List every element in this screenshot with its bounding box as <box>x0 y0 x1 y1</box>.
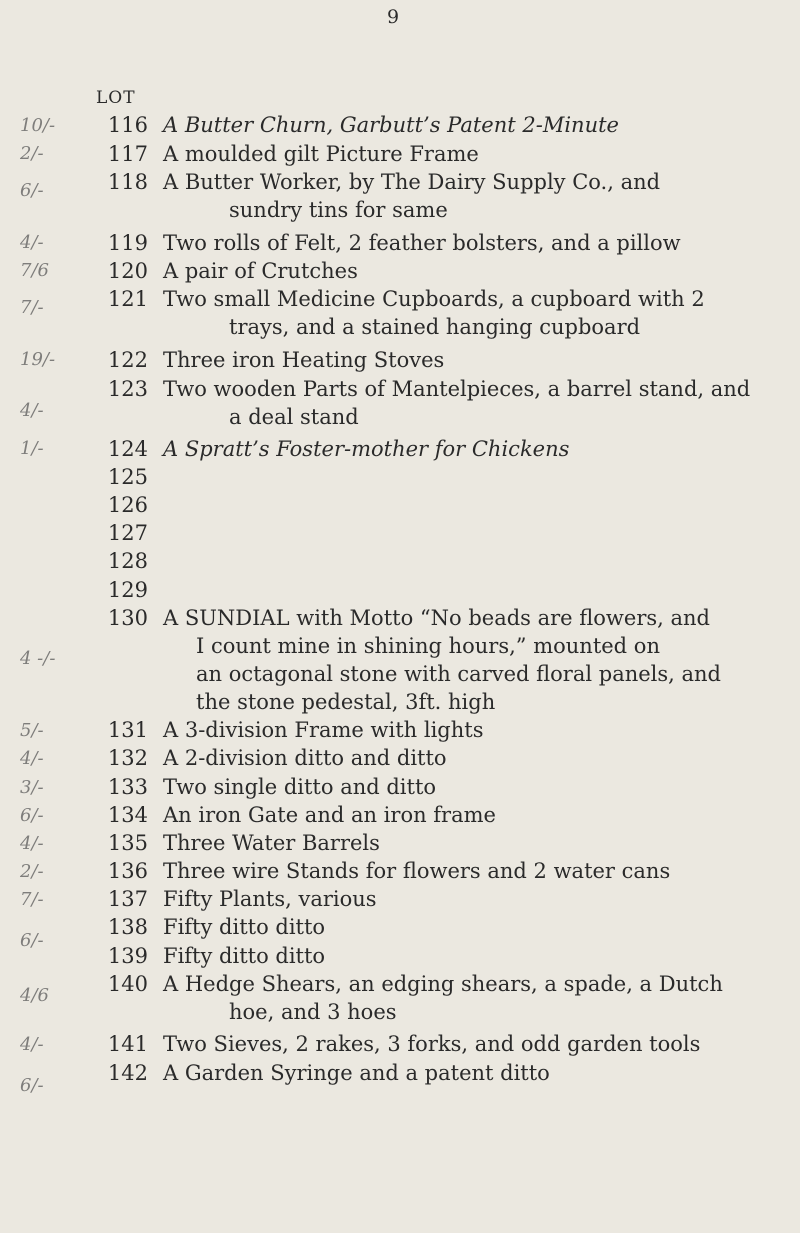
lot-description: A moulded gilt Picture Frame <box>163 142 479 166</box>
lot-number: 140 <box>107 972 148 996</box>
lot-description: Three iron Heating Stoves <box>163 348 445 372</box>
pencil-price-note: 2/- <box>20 861 44 882</box>
lot-description: A pair of Crutches <box>163 259 358 283</box>
lot-number: 123 <box>107 377 148 401</box>
lot-number: 138 <box>107 915 148 939</box>
lot-number: 134 <box>107 803 148 827</box>
lot-description: I count mine in shining hours,” mounted on <box>196 634 660 658</box>
pencil-price-note: 2/- <box>20 143 44 164</box>
lot-description: Two small Medicine Cupboards, a cupboard with 2 <box>163 287 705 311</box>
pencil-price-note: 4/6 <box>20 985 49 1006</box>
lot-description: Two single ditto and ditto <box>163 775 437 799</box>
pencil-price-note: 4/- <box>20 833 44 854</box>
pencil-price-note: 7/- <box>20 297 44 318</box>
lot-number: 136 <box>107 859 148 883</box>
page-number: 9 <box>387 6 400 28</box>
lot-description: An iron Gate and an iron frame <box>163 803 496 827</box>
pencil-price-note: 1/- <box>20 438 44 459</box>
lot-description-continued: a deal stand <box>229 405 359 429</box>
lot-number: 126 <box>107 493 148 517</box>
pencil-price-note: 6/- <box>20 930 44 951</box>
lot-description: Two Sieves, 2 rakes, 3 forks, and odd garden tools <box>163 1032 701 1056</box>
lot-description: an octagonal stone with carved floral panels, and <box>196 662 721 686</box>
lot-number: 130 <box>107 606 148 630</box>
lot-number: 118 <box>107 170 148 194</box>
pencil-price-note: 6/- <box>20 180 44 201</box>
lot-description: A SUNDIAL with Motto “No beads are flowers, and <box>163 606 710 630</box>
lot-number: 135 <box>107 831 148 855</box>
lot-number: 124 <box>107 437 148 461</box>
lot-description: A Butter Worker, by The Dairy Supply Co., and <box>163 170 661 194</box>
pencil-price-note: 10/- <box>20 115 56 136</box>
lot-description: Three wire Stands for flowers and 2 water cans <box>163 859 671 883</box>
lot-number: 131 <box>107 718 148 742</box>
lot-description: A Garden Syringe and a patent ditto <box>163 1061 550 1085</box>
lot-number: 128 <box>107 549 148 573</box>
lot-number: 125 <box>107 465 148 489</box>
lot-description-continued: trays, and a stained hanging cupboard <box>229 315 641 339</box>
pencil-price-note: 6/- <box>20 1075 44 1096</box>
lot-description: A Butter Churn, Garbutt’s Patent 2-Minute <box>163 113 619 137</box>
lot-number: 129 <box>107 578 148 602</box>
lot-number: 142 <box>107 1061 148 1085</box>
lot-number: 137 <box>107 887 148 911</box>
lot-description-continued: hoe, and 3 hoes <box>229 1000 397 1024</box>
pencil-price-note: 4/- <box>20 400 44 421</box>
lot-description: Two rolls of Felt, 2 feather bolsters, and a pillow <box>163 231 681 255</box>
lot-number: 133 <box>107 775 148 799</box>
pencil-price-note: 6/- <box>20 805 44 826</box>
pencil-price-note: 19/- <box>20 349 56 370</box>
lot-number: 120 <box>107 259 148 283</box>
lot-description: A Hedge Shears, an edging shears, a spade, a Dutch <box>163 972 723 996</box>
pencil-price-note: 3/- <box>20 777 44 798</box>
lot-number: 141 <box>107 1032 148 1056</box>
lot-description: Fifty Plants, various <box>163 887 377 911</box>
lot-description: Two wooden Parts of Mantelpieces, a barrel stand, and <box>163 377 751 401</box>
lot-number: 117 <box>107 142 148 166</box>
pencil-price-note: 4/- <box>20 748 44 769</box>
lot-description: A 2-division ditto and ditto <box>163 746 447 770</box>
lot-number: 132 <box>107 746 148 770</box>
lot-description: the stone pedestal, 3ft. high <box>196 690 496 714</box>
pencil-price-note: 4/- <box>20 232 44 253</box>
lot-description: A 3-division Frame with lights <box>163 718 484 742</box>
pencil-price-note: 5/- <box>20 720 44 741</box>
lot-description: Fifty ditto ditto <box>163 915 326 939</box>
pencil-price-note: 4/- <box>20 1034 44 1055</box>
lot-number: 139 <box>107 944 148 968</box>
pencil-price-note: 4 -/- <box>20 648 56 669</box>
lot-number: 119 <box>107 231 148 255</box>
lot-number: 122 <box>107 348 148 372</box>
lot-description: Three Water Barrels <box>163 831 380 855</box>
pencil-price-note: 7/- <box>20 889 44 910</box>
lot-description: Fifty ditto ditto <box>163 944 326 968</box>
lot-number: 116 <box>107 113 148 137</box>
pencil-price-note: 7/6 <box>20 260 49 281</box>
lot-number: 127 <box>107 521 148 545</box>
lot-description-continued: sundry tins for same <box>229 198 448 222</box>
lot-description: A Spratt’s Foster-mother for Chickens <box>163 437 570 461</box>
lot-header: LOT <box>96 88 136 108</box>
lot-number: 121 <box>107 287 148 311</box>
